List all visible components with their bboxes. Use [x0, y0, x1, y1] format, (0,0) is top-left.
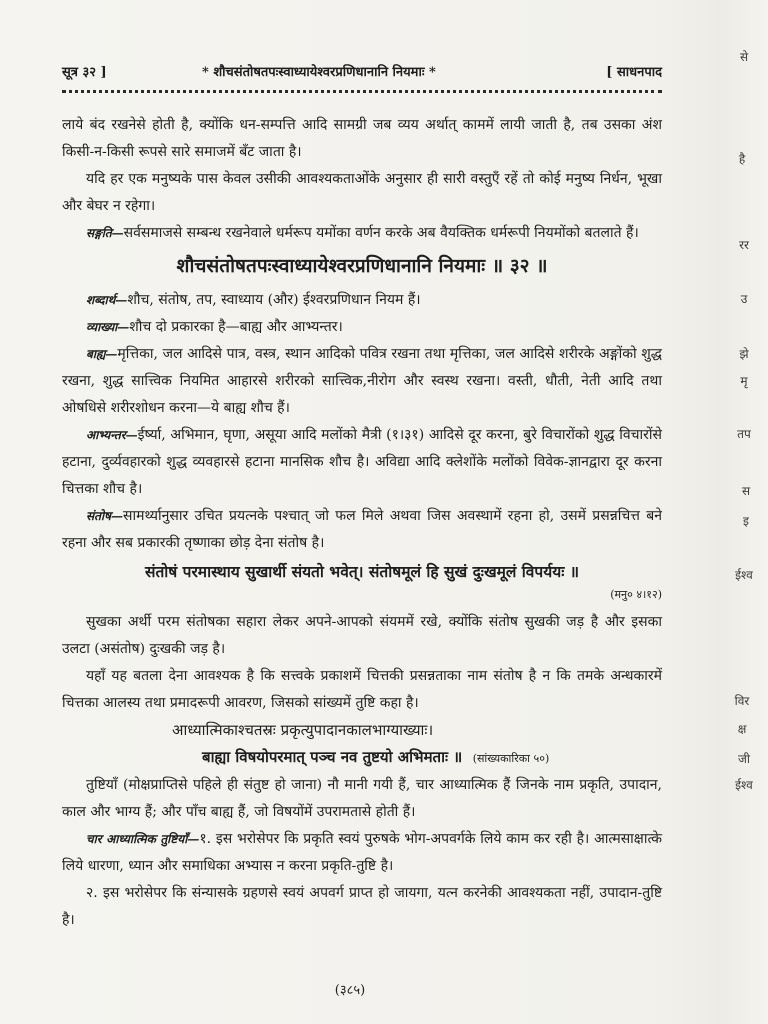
karika-line-1: आध्यात्मिकाश्चतस्रः प्रकृत्युपादानकालभाग्याख्याः। — [172, 721, 434, 739]
karika-line-2-text: बाह्या विषयोपरमात् पञ्च नव तुष्टयो अभिमताः ॥ — [202, 748, 463, 766]
margin-note: विर — [734, 694, 750, 708]
term-santosh: संतोष— — [86, 509, 123, 523]
paragraph-11: तुष्टियाँ (मोक्षप्राप्तिसे पहिले ही संतुष्ट हो जाना) नौ मानी गयी हैं, चार आध्यात्मिक हैं जिनके नाम प्रकृति, उपादान, काल और भाग्य हैं; और पाँच बाह्य हैं, जो विषयोंमें उपरामतासे होती हैं। — [62, 777, 662, 820]
paragraph-9: सुखका अर्थी परम संतोषका सहारा लेकर अपने-आपको संयममें रखे, क्योंकि संतोष सुखकी जड़ है और इसका उलटा (असंतोष) दुःखकी जड़ है। — [62, 614, 662, 657]
facing-page-margin — [718, 0, 768, 1024]
margin-note: क्ष — [737, 722, 747, 736]
manu-verse-reference: (मनु० ४।१२) — [610, 588, 662, 601]
paragraph-10: यहाँ यह बतला देना आवश्यक है कि सत्त्वके प्रकाशमें चित्तकी प्रसन्नताका नाम संतोष है न कि तमके अन्धकारमें चित्तका आलस्य तथा प्रमादरूपी आवरण, जिसको सांख्यमें तुष्टि कहा है। — [62, 668, 662, 711]
manu-verse: संतोषं परमास्थाय सुखार्थी संयतो भवेत्। संतोषमूलं हि सुखं दुःखमूलं विपर्ययः ॥ — [144, 562, 580, 581]
margin-note: ईश्व — [735, 778, 753, 792]
margin-note: इ — [743, 514, 749, 528]
paragraph-bahya — [62, 341, 662, 422]
header-dotted-rule — [62, 90, 662, 93]
paragraph-vyakhya — [62, 314, 662, 341]
margin-note: तप — [737, 427, 751, 441]
header-running-title: * शौचसंतोषतपःस्वाध्यायेश्वरप्रणिधानानि नियमाः * — [202, 65, 436, 80]
paragraph-13: २. इस भरोसेपर कि संन्यासके ग्रहणसे स्वयं अपवर्ग प्राप्त हो जायगा, यत्न करनेकी आवश्यकता नहीं, उपादान-तुष्टि है। — [62, 885, 662, 928]
karika-line-2 — [62, 744, 662, 772]
paragraph-bahya-text: मृत्तिका, जल आदिसे पात्र, वस्त्र, स्थान आदिको पवित्र रखना तथा मृत्तिका, जल आदिसे शरीरके अङ्गोंको शुद्ध रखना, शुद्ध सात्त्विक नियमित आहारसे शरीरको सात्त्विक,नीरोग और स्वस्थ रखना। वस्ती, धौती, नेती आदि तथा ओषधिसे शरीरशोधन करना—ये बाह्य शौच हैं। — [62, 346, 662, 416]
page-header — [62, 62, 662, 84]
term-char-adhyatmik-tushtiyan: चार आध्यात्मिक तुष्टियाँ— — [86, 832, 200, 846]
term-shabdartha: शब्दार्थ— — [86, 293, 128, 307]
margin-note: रर — [739, 238, 749, 252]
paragraph-abhyantar — [62, 422, 662, 503]
paragraph-sangati — [62, 220, 662, 247]
term-sangati: सङ्गति— — [86, 226, 124, 240]
paragraph-1: लाये बंद रखनेसे होती है, क्योंकि धन-सम्पत्ति आदि सामग्री जब व्यय अर्थात् काममें लायी जाती है, तब उसका अंश किसी-न-किसी रूपसे सारे समाजमें बँट जाता है। — [62, 117, 662, 160]
paragraph-vyakhya-text: शौच दो प्रकारका है—बाह्य और आभ्यन्तर। — [129, 319, 343, 335]
paragraph-santosh — [62, 503, 662, 557]
margin-note: झे — [739, 347, 749, 361]
paragraph-2: यदि हर एक मनुष्यके पास केवल उसीकी आवश्यकताओंके अनुसार ही सारी वस्तुएँ रहें तो कोई मनुष्य निर्धन, भूखा और बेघर न रहेगा। — [62, 171, 662, 214]
header-section-name: [ साधनपाद — [606, 65, 662, 80]
page-body — [62, 112, 662, 934]
paragraph-shabdartha — [62, 287, 662, 314]
margin-note: से — [739, 50, 749, 64]
margin-note: स — [741, 484, 751, 498]
paragraph-abhyantar-text: ईर्ष्या, अभिमान, घृणा, असूया आदि मलोंको मैत्री (१।३१) आदिसे दूर करना, बुरे विचारोंको शुद्ध विचारोंसे हटाना, दुर्व्यवहारको शुद्ध व्यवहारसे हटाना मानसिक शौच है। अविद्या आदि क्लेशोंके मलोंको विवेक-ज्ञानद्वारा दूर करना चित्तका शौच है। — [62, 427, 662, 497]
margin-note: उ — [740, 292, 748, 306]
term-abhyantar: आभ्यन्तर— — [86, 428, 138, 442]
term-vyakhya: व्याख्या— — [86, 320, 130, 334]
paragraph-tushti-text: १. इस भरोसेपर कि प्रकृति स्वयं पुरुषके भोग-अपवर्गके लिये काम कर रही है। आत्मसाक्षात्के लिये धारणा, ध्यान और समाधिका अभ्यास न करना प्रकृति-तुष्टि है। — [62, 831, 663, 874]
sutra-heading: शौचसंतोषतपःस्वाध्यायेश्वरप्रणिधानानि नियमाः ॥ ३२ ॥ — [176, 255, 548, 277]
paragraph-santosh-text: सामर्थ्यानुसार उचित प्रयत्नके पश्चात् जो फल मिले अथवा जिस अवस्थामें रहना हो, उसमें प्रसन्नचित्त बने रहना और सब प्रकारकी तृष्णाका छोड़ देना संतोष है। — [62, 508, 662, 551]
margin-note: है — [738, 152, 746, 166]
header-sutra-number: सूत्र ३२ ] — [62, 65, 107, 80]
margin-note: मृ — [740, 374, 748, 388]
term-bahya: बाह्य— — [86, 347, 118, 361]
paragraph-sangati-text: सर्वसमाजसे सम्बन्ध रखनेवाले धर्मरूप यमोंका वर्णन करके अब वैयक्तिक धर्मरूपी नियमोंको बतलाते हैं। — [123, 225, 639, 241]
karika-reference: (सांख्यकारिका ५०) — [472, 752, 550, 765]
margin-note: जी — [737, 752, 750, 766]
page-number: (३८५) — [334, 983, 366, 998]
margin-note: ईश्व — [735, 568, 753, 582]
paragraph-tushti — [62, 826, 662, 880]
paragraph-shabdartha-text: शौच, संतोष, तप, स्वाध्याय (और) ईश्वरप्रणिधान नियम हैं। — [127, 292, 421, 308]
